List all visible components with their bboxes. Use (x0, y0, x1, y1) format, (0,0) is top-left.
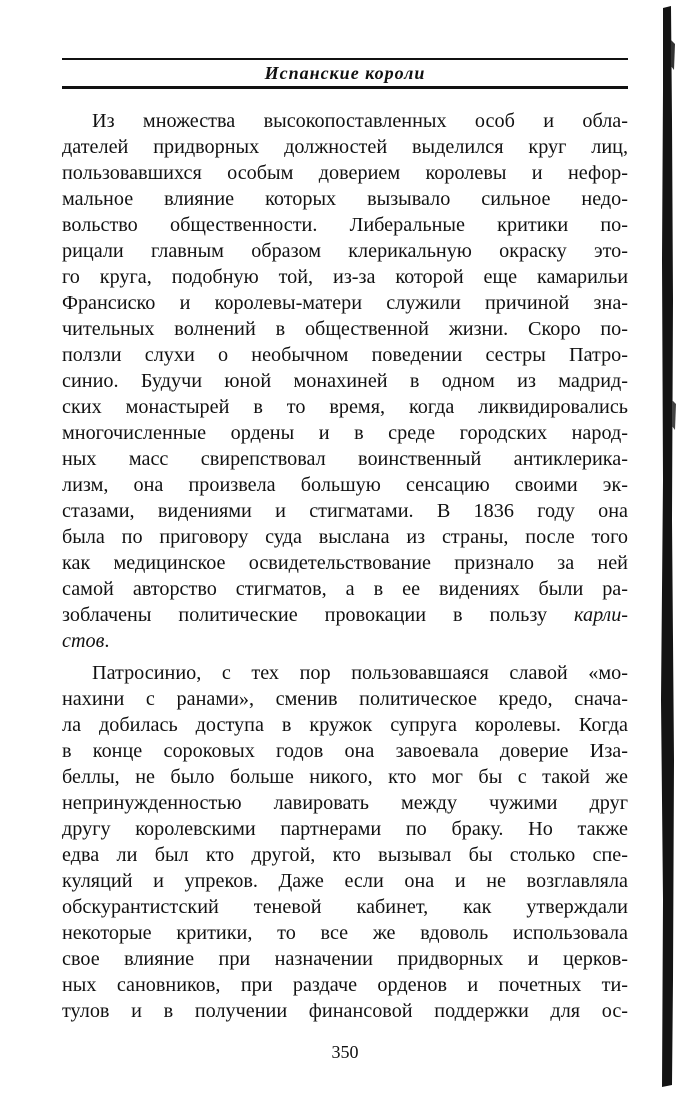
text-line: го круга, подобную той, из-за которой еще камарильи (62, 266, 628, 288)
text-line: обскурантистский теневой кабинет, как утверждали (62, 896, 628, 918)
text-line: свое влияние при назначении придворных и церков- (62, 948, 628, 970)
text-line: тулов и в получении финансовой поддержки для ос- (62, 1000, 628, 1022)
scan-edge-shadow (657, 0, 677, 1093)
paragraph-1 (62, 108, 628, 654)
text-line: ных масс свирепствовал воинственный антиклерика- (62, 448, 628, 470)
text-line: рицали главным образом клерикальную окраску это- (62, 240, 628, 262)
text-line: ных сановников, при раздаче орденов и почетных ти- (62, 974, 628, 996)
page-number: 350 (331, 1042, 359, 1062)
text-line: пользовавшихся особым доверием королевы и нефор- (62, 162, 628, 184)
text-line: стазами, видениями и стигматами. В 1836 году она (62, 500, 628, 522)
text-line: Патросинио, с тех пор пользовавшаяся славой «мо- (92, 662, 628, 684)
text-line: вольство общественности. Либеральные критики по- (62, 214, 628, 236)
text-line: дателей придворных должностей выделился круг лиц, (62, 136, 628, 158)
text-run: . (104, 630, 110, 652)
running-head: Испанские короли (264, 63, 426, 83)
italic-term: стов (62, 630, 105, 652)
header-rule-bottom (62, 86, 628, 89)
text-line: самой авторство стигматов, а в ее видениях были ра- (62, 578, 628, 600)
italic-term: карли- (574, 604, 628, 626)
text-line: куляций и упреков. Даже если она и не возглавляла (62, 870, 628, 892)
text-line: беллы, не было больше никого, кто мог бы с такой же (62, 766, 628, 788)
text-line: в конце сороковых годов она завоевала доверие Иза- (62, 740, 628, 762)
text-line (62, 602, 628, 628)
text-line: некоторые критики, то все же вдоволь использовала (62, 922, 628, 944)
text-line: была по приговору суда выслана из страны, после того (62, 526, 628, 548)
text-line: лизм, она произвела большую сенсацию своими эк- (62, 474, 628, 496)
paragraph-2 (62, 660, 628, 1024)
text-line: ла добилась доступа в кружок супруга королевы. Когда (62, 714, 628, 736)
text-line (62, 628, 628, 654)
text-line: Из множества высокопоставленных особ и обла- (92, 110, 628, 132)
text-line: едва ли был кто другой, кто вызывал бы столько спе- (62, 844, 628, 866)
text-line: многочисленные ордены и в среде городских народ- (62, 422, 628, 444)
text-line: синио. Будучи юной монахиней в одном из мадрид- (62, 370, 628, 392)
text-line: мальное влияние которых вызывало сильное недо- (62, 188, 628, 210)
text-line: ских монастырей в то время, когда ликвидировались (62, 396, 628, 418)
text-run: зоблачены политические провокации в пользу (62, 604, 548, 626)
text-line: другу королевскими партнерами по браку. Но также (62, 818, 628, 840)
text-line: как медицинское освидетельствование признало за ней (62, 552, 628, 574)
text-line: Франсиско и королевы-матери служили причиной зна- (62, 292, 628, 314)
text-line: чительных волнений в общественной жизни. Скоро по- (62, 318, 628, 340)
text-line: ползли слухи о необычном поведении сестры Патро- (62, 344, 628, 366)
text-line: непринужденностью лавировать между чужими друг (62, 792, 628, 814)
text-line: нахини с ранами», сменив политическое кредо, снача- (62, 688, 628, 710)
body-text (62, 108, 628, 1024)
